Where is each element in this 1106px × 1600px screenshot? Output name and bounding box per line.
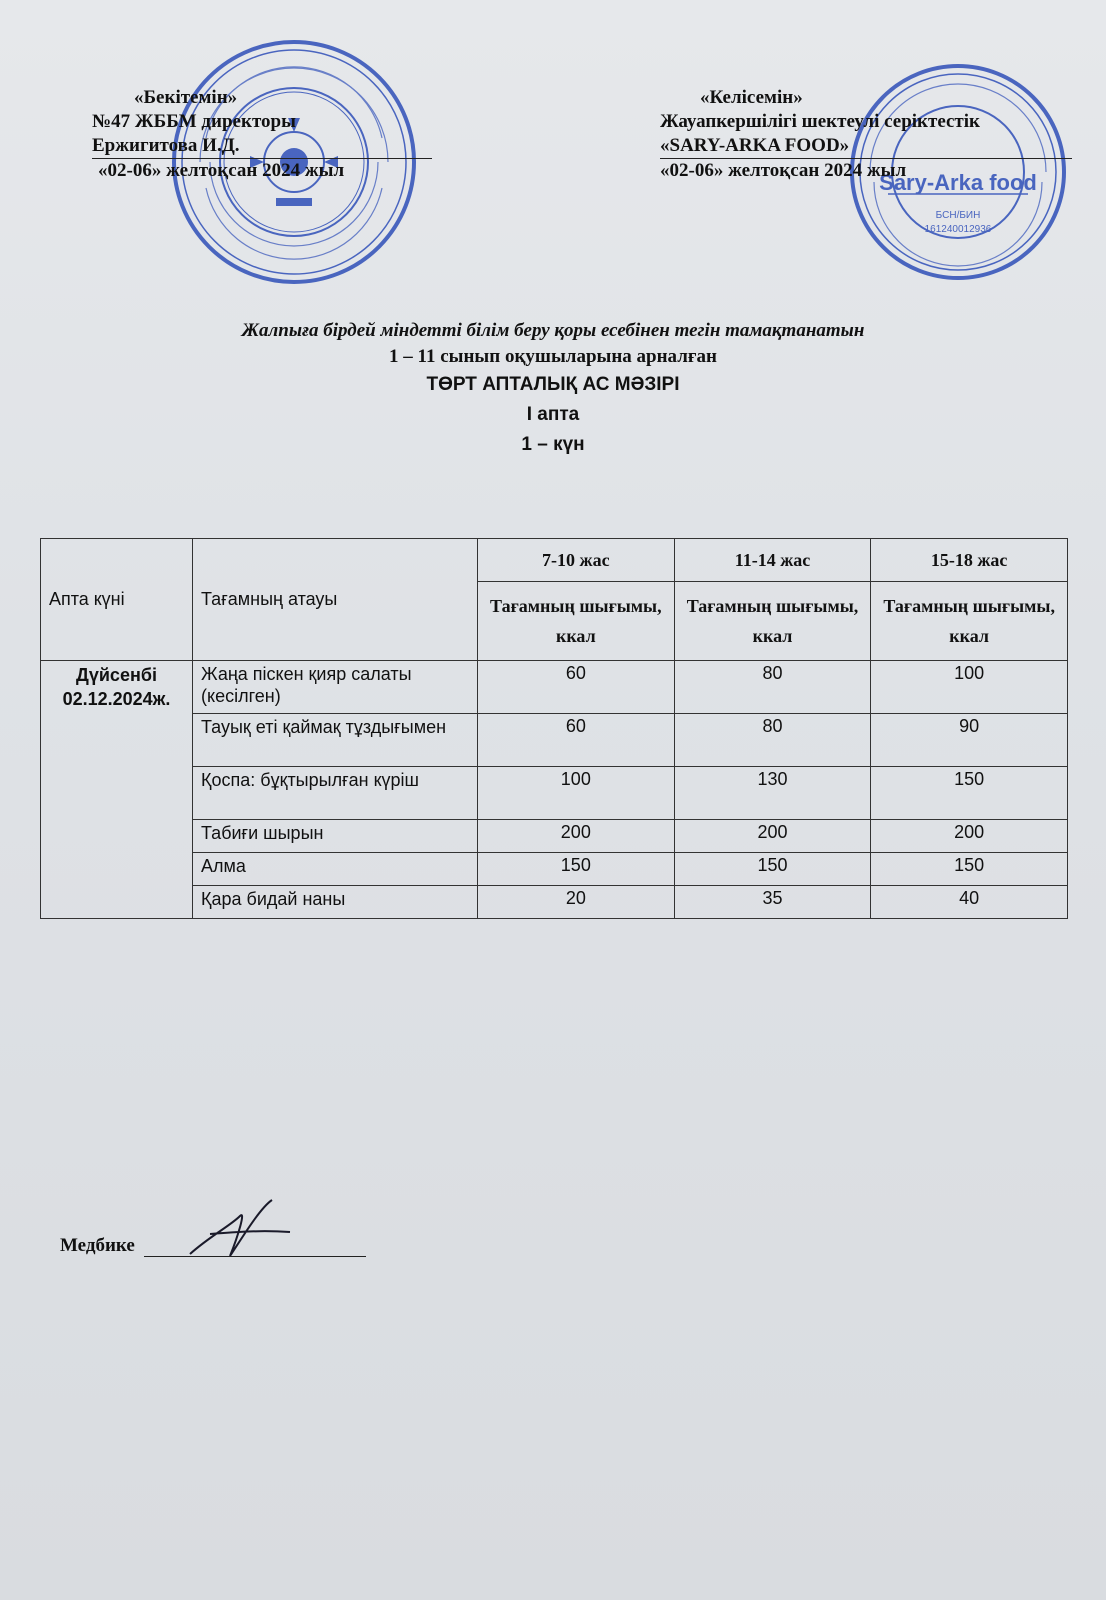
document-title	[0, 318, 1106, 458]
kcal-15-18: 40	[871, 886, 1068, 919]
header-yield: Тағамның шығымы, ккал	[871, 582, 1068, 661]
kcal-7-10: 20	[478, 886, 675, 919]
food-name: Алма	[193, 853, 478, 886]
approval-left-title: «Бекітемін»	[134, 87, 238, 108]
table-row	[41, 853, 1068, 886]
kcal-11-14: 35	[674, 886, 871, 919]
kcal-7-10: 200	[478, 820, 675, 853]
food-name: Қара бидай наны	[193, 886, 478, 919]
svg-text:БСН/БИН: БСН/БИН	[935, 210, 981, 221]
table-row	[41, 767, 1068, 820]
svg-text:Sary-Arka food: Sary-Arka food	[879, 170, 1037, 195]
approval-right-date: «02-06» желтоқсан 2024 жыл	[660, 160, 907, 181]
kcal-11-14: 150	[674, 853, 871, 886]
title-line-3: ТӨРТ АПТАЛЫҚ АС МӘЗІРІ	[426, 374, 680, 395]
approval-right-company-name: «SARY-ARKA FOOD»	[660, 134, 1072, 159]
header-age-15-18: 15-18 жас	[871, 539, 1068, 582]
day-name: Дүйсенбі	[76, 665, 157, 685]
approval-right-title: «Келісемін»	[700, 87, 803, 108]
table-row	[41, 886, 1068, 919]
approval-block-right	[660, 86, 1090, 183]
kcal-11-14: 200	[674, 820, 871, 853]
header-age-11-14: 11-14 жас	[674, 539, 871, 582]
approval-left-name: Ержигитова И.Д.	[92, 134, 432, 159]
approval-left-position: №47 ЖББМ директоры	[92, 111, 296, 132]
nurse-label: Медбике	[60, 1235, 135, 1256]
header-food: Тағамның атауы	[193, 539, 478, 661]
approval-left-date: «02-06» желтоқсан 2024 жыл	[98, 160, 345, 181]
kcal-15-18: 90	[871, 714, 1068, 767]
table-row	[41, 661, 1068, 714]
kcal-11-14: 80	[674, 714, 871, 767]
title-line-2: 1 – 11 сынып оқушыларына арналған	[389, 346, 717, 367]
svg-text:161240012936: 161240012936	[924, 224, 992, 235]
food-name: Табиғи шырын	[193, 820, 478, 853]
kcal-15-18: 200	[871, 820, 1068, 853]
table-row	[41, 820, 1068, 853]
food-name: Тауық еті қаймақ тұздығымен	[193, 714, 478, 767]
day-cell	[41, 661, 193, 919]
kcal-15-18: 150	[871, 853, 1068, 886]
menu-table	[40, 538, 1068, 919]
kcal-15-18: 150	[871, 767, 1068, 820]
title-line-1: Жалпыға бірдей міндетті білім беру қоры есебінен тегін тамақтанатын	[241, 320, 865, 341]
kcal-7-10: 100	[478, 767, 675, 820]
day-label: 1 – күн	[521, 434, 585, 455]
food-name: Қоспа: бұқтырылған күріш	[193, 767, 478, 820]
kcal-11-14: 80	[674, 661, 871, 714]
kcal-7-10: 60	[478, 714, 675, 767]
table-row	[41, 714, 1068, 767]
kcal-11-14: 130	[674, 767, 871, 820]
kcal-15-18: 100	[871, 661, 1068, 714]
kcal-7-10: 150	[478, 853, 675, 886]
food-name: Жаңа піскен қияр салаты (кесілген)	[193, 661, 478, 714]
header-day: Апта күні	[41, 539, 193, 661]
header-yield: Тағамның шығымы, ккал	[674, 582, 871, 661]
header-age-7-10: 7-10 жас	[478, 539, 675, 582]
day-date: 02.12.2024ж.	[62, 689, 171, 709]
approval-block-left	[92, 86, 452, 183]
week-label: I апта	[526, 404, 580, 425]
handwritten-signature	[180, 1196, 300, 1266]
approval-right-company-type: Жауапкершілігі шектеулі серіктестік	[660, 111, 980, 132]
table-header-row	[41, 539, 1068, 582]
kcal-7-10: 60	[478, 661, 675, 714]
header-yield: Тағамның шығымы, ккал	[478, 582, 675, 661]
